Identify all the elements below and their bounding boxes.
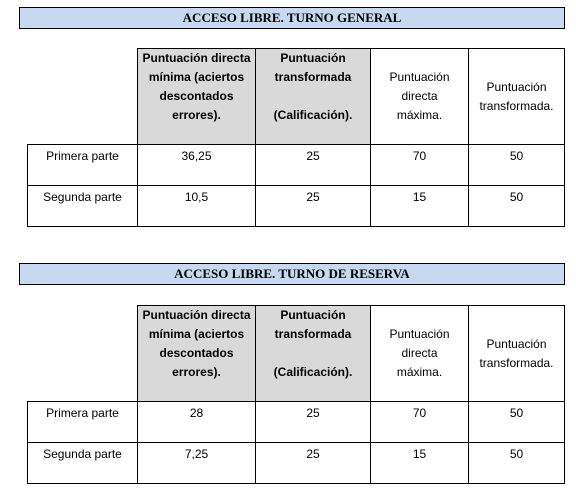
cell-min-direct: 10,5 xyxy=(138,186,256,227)
cell-max-transformed: 50 xyxy=(469,443,565,484)
cell-max-transformed: 50 xyxy=(469,402,565,443)
row-label: Segunda parte xyxy=(28,186,138,227)
cell-max-direct: 15 xyxy=(371,186,469,227)
cell-max-direct: 70 xyxy=(371,145,469,186)
header-transformed: Puntuación transformada (Calificación). xyxy=(256,306,371,402)
table-header-row xyxy=(28,49,565,145)
header-max-direct: Puntuación directa máxima. xyxy=(371,49,469,145)
table-row xyxy=(28,145,565,186)
cell-max-transformed: 50 xyxy=(469,145,565,186)
cell-transformed: 25 xyxy=(256,443,371,484)
table-row xyxy=(28,402,565,443)
header-max-direct: Puntuación directa máxima. xyxy=(371,306,469,402)
cell-max-transformed: 50 xyxy=(469,186,565,227)
score-table-general xyxy=(27,48,565,227)
table-row xyxy=(28,443,565,484)
cell-min-direct: 36,25 xyxy=(138,145,256,186)
header-max-transformed: Puntuación transformada. xyxy=(469,49,565,145)
cell-min-direct: 7,25 xyxy=(138,443,256,484)
row-label: Primera parte xyxy=(28,402,138,443)
header-transformed: Puntuación transformada (Calificación). xyxy=(256,49,371,145)
table-row xyxy=(28,186,565,227)
cell-max-direct: 15 xyxy=(371,443,469,484)
row-label: Segunda parte xyxy=(28,443,138,484)
section-title-general: ACCESO LIBRE. TURNO GENERAL xyxy=(19,7,565,29)
cell-min-direct: 28 xyxy=(138,402,256,443)
header-max-transformed: Puntuación transformada. xyxy=(469,306,565,402)
cell-transformed: 25 xyxy=(256,402,371,443)
cell-max-direct: 70 xyxy=(371,402,469,443)
table-header-row xyxy=(28,306,565,402)
cell-transformed: 25 xyxy=(256,186,371,227)
header-min-direct: Puntuación directa mínima (aciertos descontados errores). xyxy=(138,49,256,145)
row-label: Primera parte xyxy=(28,145,138,186)
header-min-direct: Puntuación directa mínima (aciertos descontados errores). xyxy=(138,306,256,402)
section-title-reserva: ACCESO LIBRE. TURNO DE RESERVA xyxy=(19,263,565,285)
cell-transformed: 25 xyxy=(256,145,371,186)
score-table-reserva xyxy=(27,305,565,484)
